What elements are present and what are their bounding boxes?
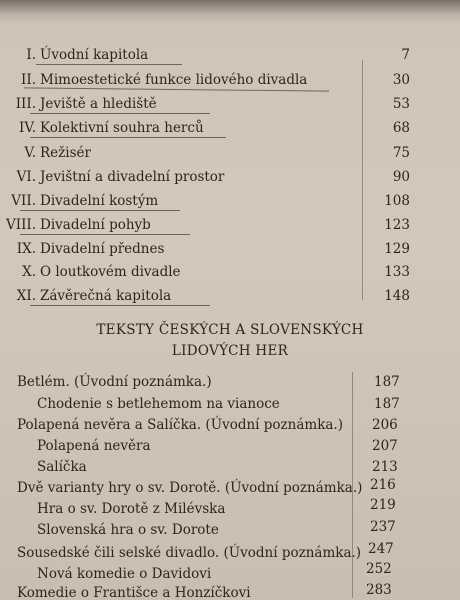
entry-title: Komedie o Františce a Honzíčkovi [17, 585, 251, 600]
entry-page: 206 [372, 417, 398, 433]
chapter-page: 90 [392, 169, 410, 185]
chapter-title: Divadelní kostým [40, 193, 159, 209]
toc-row-10 [6, 264, 410, 286]
margin-line [352, 372, 353, 598]
entry-title: Dvě varianty hry o sv. Dorotě. (Úvodní poznámka.) [17, 480, 363, 496]
chapter-page: 7 [401, 47, 410, 63]
chapter-title: Jeviště a hlediště [40, 96, 157, 112]
margin-line [362, 60, 363, 300]
pencil-underline [36, 64, 182, 65]
entry-title: Betlém. (Úvodní poznámka.) [17, 374, 212, 390]
pencil-underline [30, 137, 226, 138]
pencil-underline [20, 210, 180, 211]
chapter-number: VII. [11, 193, 36, 209]
pencil-underline [30, 113, 210, 114]
entry-page: 247 [368, 541, 394, 557]
chapter-page: 148 [384, 288, 410, 304]
section-heading-line1: TEKSTY ČESKÝCH A SLOVENSKÝCH [96, 322, 364, 338]
chapter-page: 75 [392, 145, 410, 161]
entry-page: 213 [372, 459, 398, 475]
chapter-number: X. [22, 264, 36, 280]
chapter-number: V. [24, 145, 36, 161]
text-entry-7 [37, 501, 225, 521]
toc-row-3 [6, 96, 410, 118]
text-entry-6 [17, 480, 362, 500]
pencil-underline [30, 305, 210, 306]
chapter-page: 123 [384, 217, 410, 233]
chapter-number: III. [15, 96, 36, 112]
entry-title: Polapená nevěra a Salíčka. (Úvodní poznámka.) [17, 417, 343, 433]
entry-title: Slovenská hra o sv. Dorote [37, 522, 219, 538]
text-entry-4 [37, 438, 151, 458]
chapter-page: 108 [384, 193, 410, 209]
chapter-number: I. [26, 47, 36, 63]
toc-row-7 [6, 193, 410, 215]
text-entry-10 [37, 566, 211, 586]
chapter-page: 129 [384, 241, 410, 257]
chapter-title: Mimoestetické funkce lidového divadla [40, 72, 308, 88]
entry-title: Nová komedie o Davidovi [37, 566, 212, 582]
entry-page: 283 [366, 582, 392, 598]
entry-page: 187 [374, 396, 400, 412]
toc-row-2 [6, 72, 410, 94]
pencil-underline [20, 234, 190, 235]
chapter-number: VIII. [6, 217, 37, 233]
text-entry-9 [17, 545, 361, 565]
chapter-title: O loutkovém divadle [40, 264, 181, 280]
entry-page: 187 [374, 374, 400, 390]
chapter-page: 53 [392, 96, 410, 112]
text-entry-5 [37, 459, 87, 479]
text-entry-8 [37, 522, 219, 542]
chapter-title: Jevištní a divadelní prostor [40, 169, 225, 185]
toc-row-1 [6, 47, 410, 69]
chapter-number: IV. [18, 120, 36, 136]
chapter-page: 68 [392, 120, 410, 136]
entry-title: Salíčka [37, 459, 87, 475]
chapter-title: Divadelní pohyb [40, 217, 151, 233]
toc-row-5 [6, 145, 410, 167]
toc-row-8 [6, 217, 410, 239]
page-edge-shadow [0, 0, 460, 24]
text-entry-1 [17, 374, 212, 394]
chapter-title: Režisér [40, 145, 91, 161]
entry-title: Sousedské čili selské divadlo. (Úvodní poznámka.) [17, 545, 362, 561]
chapter-title: Závěrečná kapitola [40, 288, 172, 304]
entry-title: Polapená nevěra [37, 438, 151, 454]
toc-row-9 [6, 241, 410, 263]
chapter-number: VI. [16, 169, 36, 185]
text-entry-3 [17, 417, 343, 437]
entry-page: 219 [370, 497, 396, 513]
chapter-number: XI. [16, 288, 36, 304]
chapter-title: Divadelní přednes [40, 241, 165, 257]
entry-title: Chodenie s betlehemom na vianoce [37, 396, 280, 412]
chapter-page: 30 [392, 72, 410, 88]
toc-row-11 [6, 288, 410, 310]
entry-page: 216 [370, 477, 396, 493]
text-entry-2 [37, 396, 280, 416]
chapter-page: 133 [384, 264, 410, 280]
chapter-number: IX. [16, 241, 36, 257]
entry-title: Hra o sv. Dorotě z Milévska [37, 501, 226, 517]
section-heading-line2: LIDOVÝCH HER [171, 343, 289, 359]
chapter-title: Úvodní kapitola [40, 47, 149, 63]
toc-row-4 [6, 120, 410, 142]
entry-page: 237 [370, 519, 396, 535]
text-entry-11 [17, 585, 251, 600]
entry-page: 252 [366, 561, 392, 577]
entry-page: 207 [372, 438, 398, 454]
chapter-title: Kolektivní souhra herců [40, 120, 204, 136]
toc-row-6 [6, 169, 410, 191]
chapter-number: II. [21, 72, 36, 88]
